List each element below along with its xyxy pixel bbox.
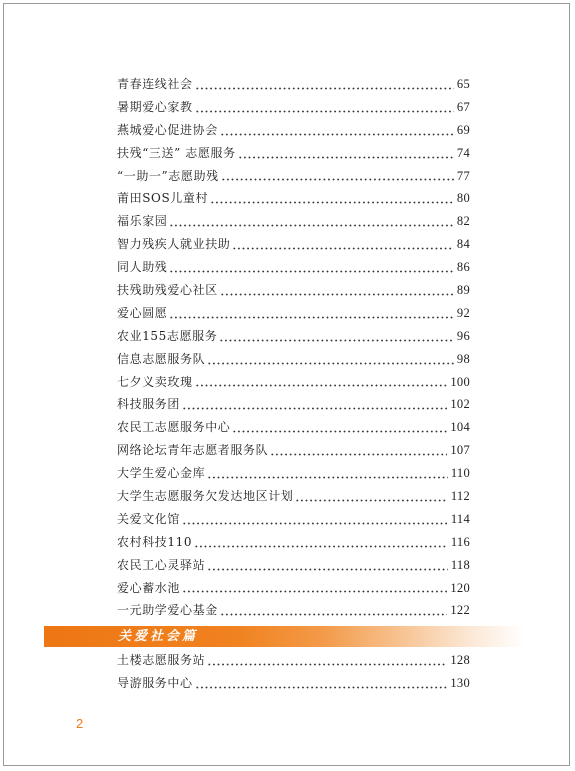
toc-entry-page: 112 <box>450 489 470 504</box>
toc-entry-page: 82 <box>456 214 470 229</box>
toc-entry-title: 同人助残 <box>117 260 168 275</box>
toc-entry <box>117 142 470 165</box>
dot-leader <box>270 453 447 456</box>
dot-leader <box>169 316 453 319</box>
toc-entry-title: 科技服务团 <box>117 397 181 412</box>
toc-entry <box>117 672 470 695</box>
toc-entry <box>117 371 470 394</box>
toc-entry-page: 122 <box>450 603 470 618</box>
section-header-bar <box>44 626 524 647</box>
dot-leader <box>207 476 448 479</box>
toc-entry <box>117 485 470 508</box>
toc-entry-page: 86 <box>456 260 470 275</box>
dot-leader <box>220 133 454 136</box>
dot-leader <box>182 522 448 525</box>
toc-entry <box>117 233 470 256</box>
dot-leader <box>238 156 454 159</box>
toc-entry <box>117 462 470 485</box>
toc-entry-title: 导游服务中心 <box>117 675 193 690</box>
toc-entry-page: 96 <box>456 328 470 343</box>
toc-entry-title: 农民工志愿服务中心 <box>117 420 231 435</box>
toc-entry-page: 98 <box>456 351 470 366</box>
toc-entry <box>117 96 470 119</box>
dot-leader <box>194 545 448 548</box>
toc-entry-title: 爱心圆愿 <box>117 305 168 320</box>
toc-entry-page: 118 <box>450 557 470 572</box>
toc-entry <box>117 325 470 348</box>
table-of-contents-section <box>117 649 470 695</box>
toc-entry-title: 暑期爱心家教 <box>117 99 193 114</box>
toc-entry-title: “一助一”志愿助残 <box>117 168 219 183</box>
dot-leader <box>232 430 447 433</box>
toc-entry-title: 信息志愿服务队 <box>117 351 206 366</box>
dot-leader <box>195 384 448 387</box>
toc-entry <box>117 439 470 462</box>
toc-entry-title: 大学生爱心金库 <box>117 466 206 481</box>
toc-entry <box>117 187 470 210</box>
dot-leader <box>207 362 454 365</box>
toc-entry <box>117 554 470 577</box>
dot-leader <box>220 293 454 296</box>
toc-entry <box>117 649 470 672</box>
toc-entry-page: 114 <box>450 511 470 526</box>
toc-entry-page: 84 <box>456 237 470 252</box>
toc-entry-title: 扶残“三送” 志愿服务 <box>117 145 236 160</box>
toc-entry <box>117 256 470 279</box>
toc-entry-title: 福乐家园 <box>117 214 168 229</box>
toc-entry <box>117 119 470 142</box>
toc-entry-page: 67 <box>456 99 470 114</box>
dot-leader <box>169 224 453 227</box>
toc-entry-title: 智力残疾人就业扶助 <box>117 237 231 252</box>
toc-entry-title: 大学生志愿服务欠发达地区计划 <box>117 489 294 504</box>
toc-entry-title: 燕城爱心促进协会 <box>117 122 218 137</box>
dot-leader <box>169 270 453 273</box>
table-of-contents <box>117 73 470 622</box>
dot-leader <box>232 247 453 250</box>
toc-entry-title: 农民工心灵驿站 <box>117 557 206 572</box>
page-number: 2 <box>76 716 84 731</box>
toc-entry-page: 102 <box>450 397 470 412</box>
toc-entry-title: 一元助学爱心基金 <box>117 603 218 618</box>
dot-leader <box>195 87 454 90</box>
toc-entry <box>117 531 470 554</box>
toc-entry <box>117 393 470 416</box>
toc-entry-title: 扶残助残爱心社区 <box>117 283 218 298</box>
toc-entry-page: 104 <box>450 420 470 435</box>
dot-leader <box>219 339 454 342</box>
toc-entry <box>117 165 470 188</box>
toc-entry-page: 107 <box>450 443 470 458</box>
toc-entry-page: 92 <box>456 305 470 320</box>
dot-leader <box>195 110 454 113</box>
toc-entry-page: 65 <box>456 77 470 91</box>
toc-entry-page: 69 <box>456 122 470 137</box>
dot-leader <box>195 686 448 689</box>
toc-entry-title: 农村科技110 <box>117 534 193 549</box>
toc-entry-title: 土楼志愿服务站 <box>117 653 206 667</box>
toc-entry <box>117 73 470 96</box>
toc-entry <box>117 577 470 600</box>
toc-entry-page: 130 <box>450 675 470 690</box>
dot-leader <box>207 663 447 666</box>
toc-entry-title: 爱心蓄水池 <box>117 580 181 595</box>
toc-entry-page: 100 <box>450 374 470 389</box>
toc-entry-page: 120 <box>450 580 470 595</box>
toc-entry <box>117 416 470 439</box>
dot-leader <box>210 201 454 204</box>
toc-entry-title: 农业155志愿服务 <box>117 328 218 343</box>
toc-entry-page: 74 <box>456 145 470 160</box>
toc-entry-title: 网络论坛青年志愿者服务队 <box>117 443 269 458</box>
toc-entry-title: 关爱文化馆 <box>117 511 181 526</box>
dot-leader <box>207 568 448 571</box>
dot-leader <box>295 499 447 502</box>
toc-entry-title: 七夕义卖玫瑰 <box>117 374 193 389</box>
toc-entry-page: 80 <box>456 191 470 206</box>
toc-entry <box>117 348 470 371</box>
toc-entry-page: 128 <box>450 653 470 667</box>
toc-entry-page: 89 <box>456 283 470 298</box>
dot-leader <box>221 178 454 181</box>
toc-entry-page: 116 <box>450 534 470 549</box>
toc-entry-page: 77 <box>456 168 470 183</box>
toc-entry <box>117 508 470 531</box>
toc-entry-title: 莆田SOS儿童村 <box>117 191 209 206</box>
toc-entry <box>117 210 470 233</box>
dot-leader <box>220 613 448 616</box>
toc-entry-title: 青春连线社会 <box>117 77 193 91</box>
toc-entry-page: 110 <box>450 466 470 481</box>
toc-entry <box>117 599 470 622</box>
toc-entry <box>117 279 470 302</box>
toc-entry <box>117 302 470 325</box>
dot-leader <box>182 590 447 593</box>
dot-leader <box>182 407 447 410</box>
section-title: 关爱社会篇 <box>118 629 199 644</box>
